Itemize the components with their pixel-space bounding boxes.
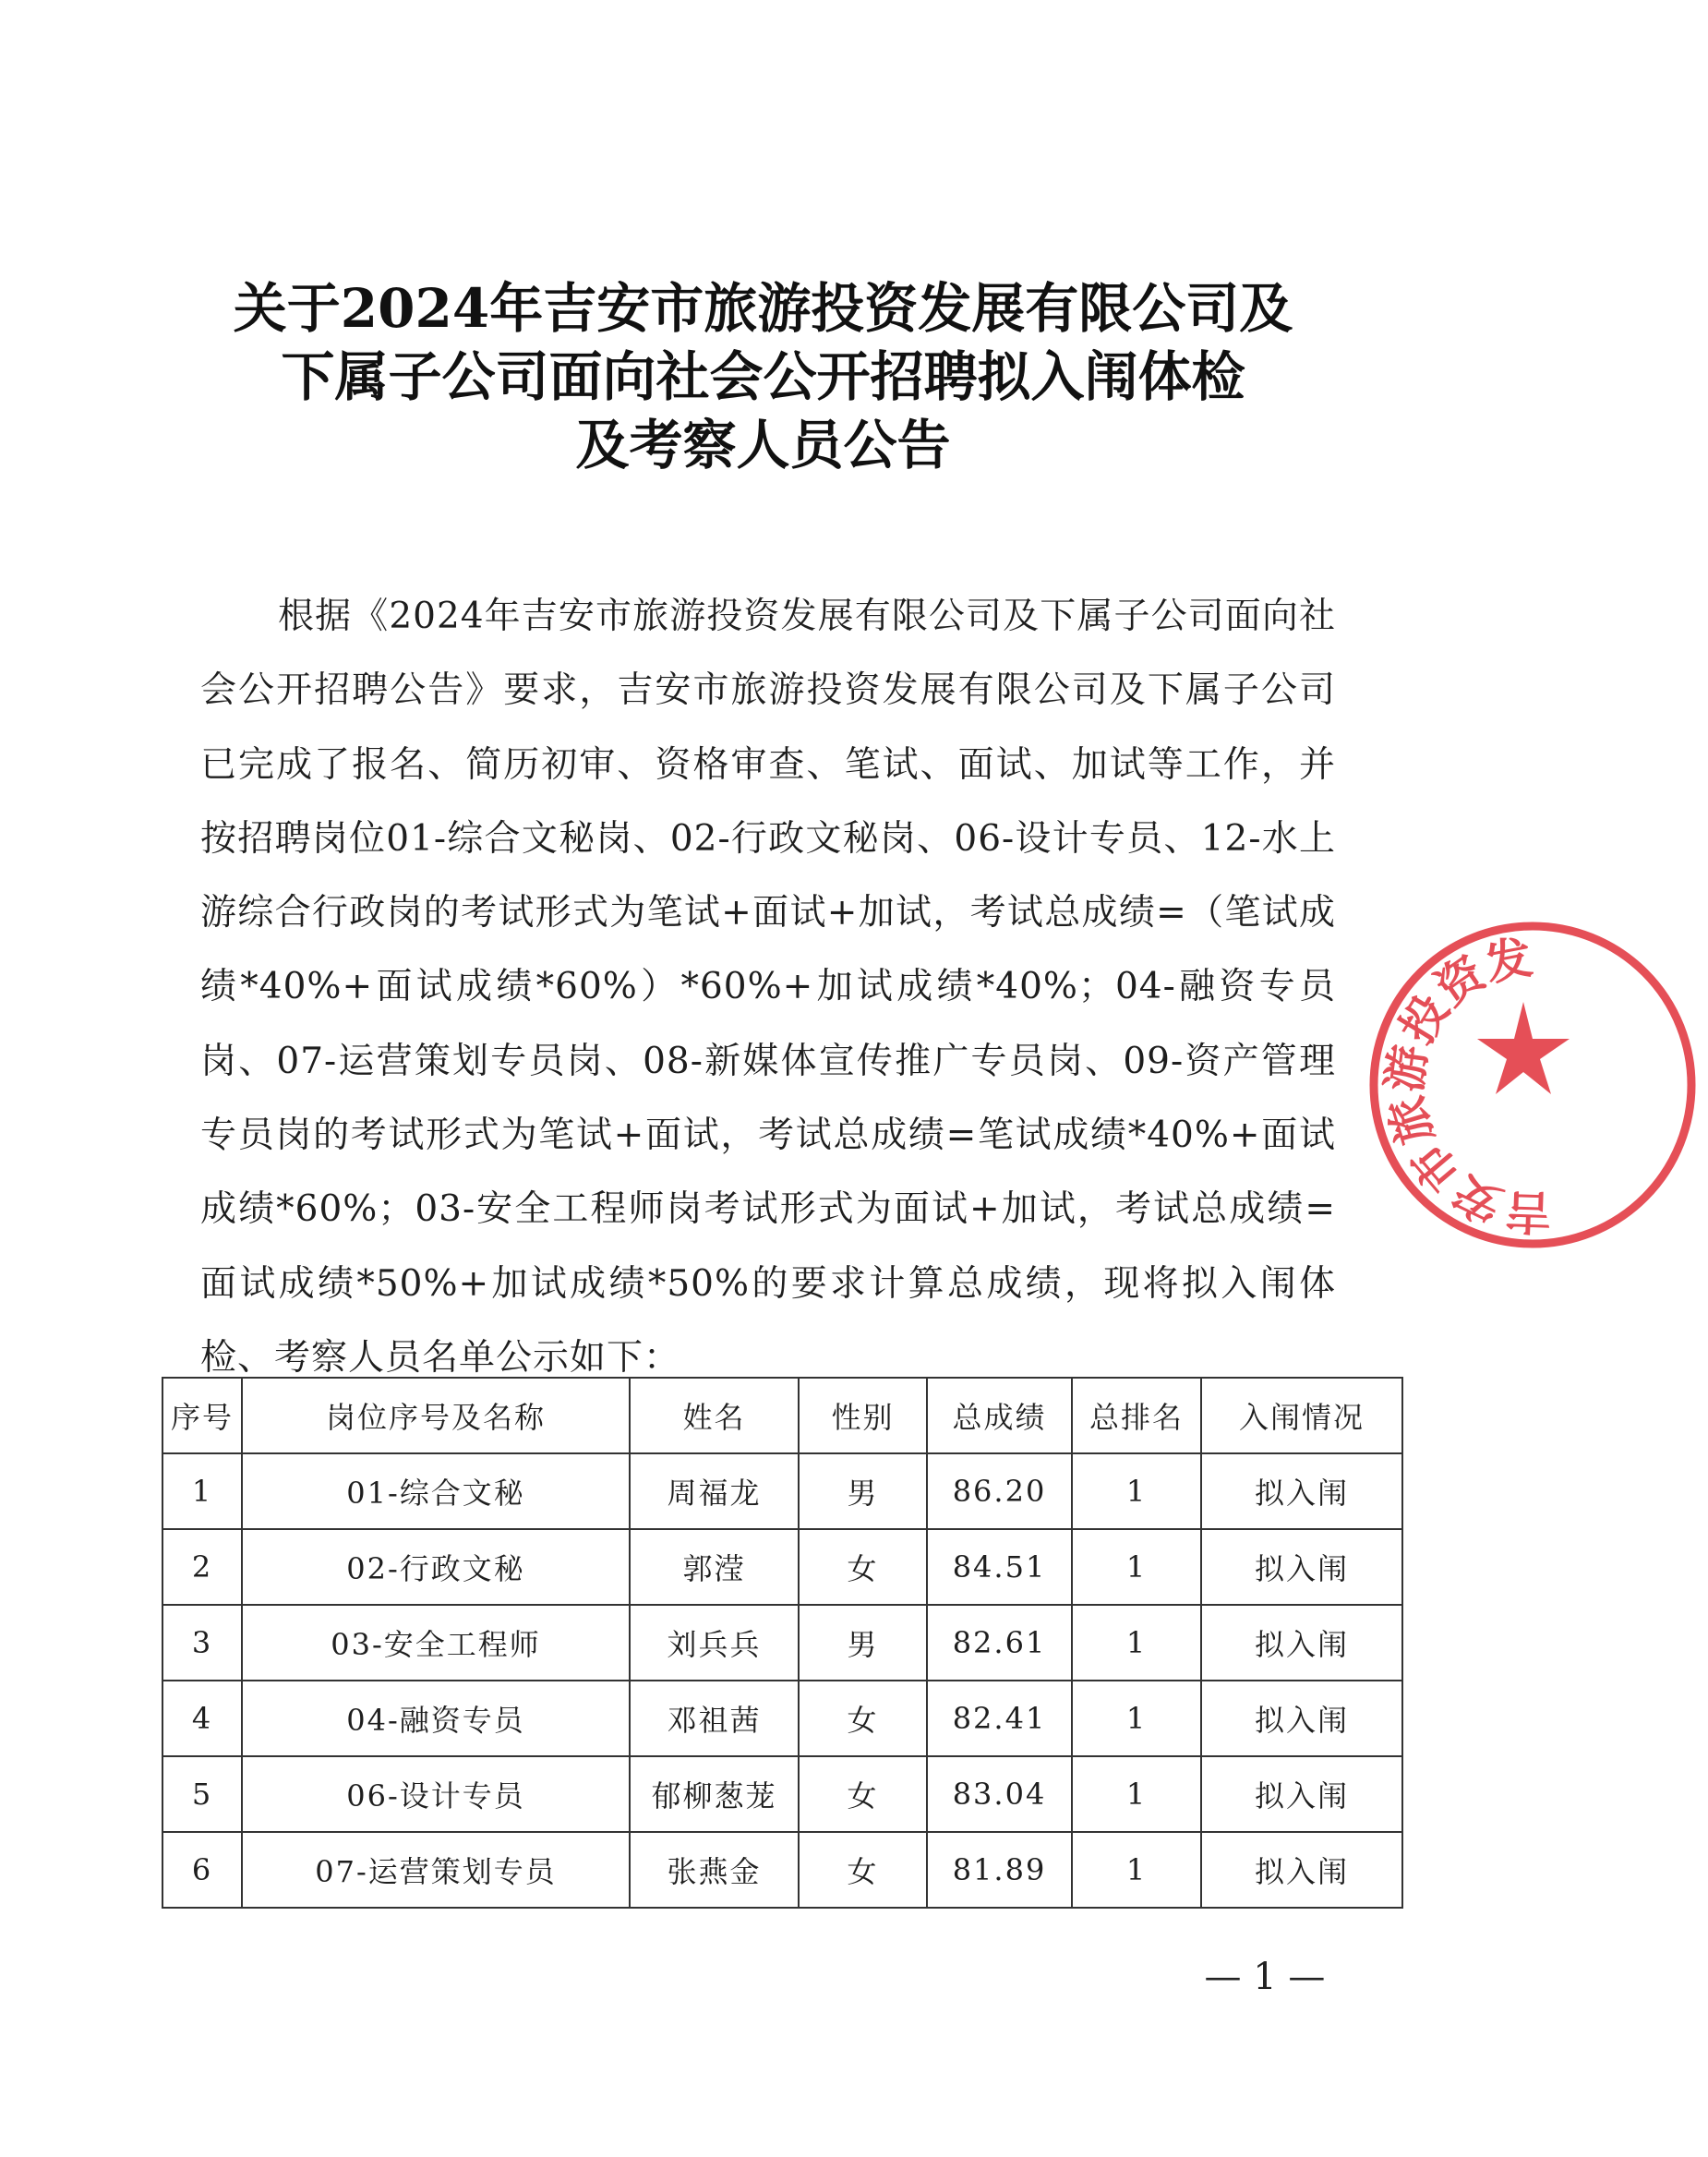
seal-text <box>1357 929 1588 1260</box>
cell-name: 刘兵兵 <box>630 1605 799 1681</box>
title-line-2: 下属子公司面向社会公开招聘拟入闱体检 <box>281 345 1245 408</box>
cell-gender: 男 <box>799 1605 927 1681</box>
cell-rank: 1 <box>1072 1832 1201 1908</box>
header-gender: 性别 <box>799 1378 927 1453</box>
table-row <box>162 1453 1402 1529</box>
title-line-3: 及考察人员公告 <box>575 414 951 476</box>
header-position: 岗位序号及名称 <box>242 1378 630 1453</box>
cell-rank: 1 <box>1072 1529 1201 1605</box>
header-total-score: 总成绩 <box>927 1378 1072 1453</box>
cell-status: 拟入闱 <box>1201 1681 1402 1756</box>
cell-gender: 女 <box>799 1832 927 1908</box>
cell-total-score: 86.20 <box>927 1453 1072 1529</box>
table-row <box>162 1756 1402 1832</box>
cell-position: 04-融资专员 <box>242 1681 630 1756</box>
cell-total-score: 81.89 <box>927 1832 1072 1908</box>
cell-position: 01-综合文秘 <box>242 1453 630 1529</box>
cell-total-score: 82.61 <box>927 1605 1072 1681</box>
cell-rank: 1 <box>1072 1605 1201 1681</box>
title-line-1: 关于2024年吉安市旅游投资发展有限公司及 <box>233 277 1293 340</box>
seal-star-icon <box>1477 1002 1570 1094</box>
cell-index: 2 <box>162 1529 242 1605</box>
document-title <box>0 274 1526 479</box>
announcement-body: 根据《2024年吉安市旅游投资发展有限公司及下属子公司面向社会公开招聘公告》要求，吉安市旅游投资发展有限公司及下属子公司已完成了报名、简历初审、资格审查、笔试、面试、加试等工作，并按招聘岗位01-综合文秘岗、02-行政文秘岗、06-设计专员、12-水上游综合行政岗的考试形式为笔试+面试+加试，考试总成绩=（笔试成绩*40%+面试成绩*60%）*60%+加试成绩*40%；04-融资专员岗、07-运营策划专员岗、08-新媒体宣传推广专员岗、09-资产管理专员岗的考试形式为笔试+面试，考试总成绩=笔试成绩*40%+面试成绩*60%；03-安全工程师岗考试形式为面试+加试，考试总成绩=面试成绩*50%+加试成绩*50%的要求计算总成绩，现将拟入闱体检、考察人员名单公示如下： <box>200 596 1336 1379</box>
company-seal <box>1357 910 1708 1260</box>
cell-total-score: 82.41 <box>927 1681 1072 1756</box>
cell-rank: 1 <box>1072 1756 1201 1832</box>
cell-position: 02-行政文秘 <box>242 1529 630 1605</box>
cell-total-score: 83.04 <box>927 1756 1072 1832</box>
cell-name: 郁柳葱茏 <box>630 1756 799 1832</box>
seal-text-path: 吉安市旅游投资发展 <box>1377 929 1553 1240</box>
header-status: 入闱情况 <box>1201 1378 1402 1453</box>
header-rank: 总排名 <box>1072 1378 1201 1453</box>
cell-gender: 女 <box>799 1681 927 1756</box>
cell-rank: 1 <box>1072 1681 1201 1756</box>
cell-position: 07-运营策划专员 <box>242 1832 630 1908</box>
cell-status: 拟入闱 <box>1201 1756 1402 1832</box>
cell-status: 拟入闱 <box>1201 1453 1402 1529</box>
table-row <box>162 1605 1402 1681</box>
cell-name: 张燕金 <box>630 1832 799 1908</box>
cell-total-score: 84.51 <box>927 1529 1072 1605</box>
cell-position: 06-设计专员 <box>242 1756 630 1832</box>
cell-gender: 女 <box>799 1756 927 1832</box>
cell-name: 郭滢 <box>630 1529 799 1605</box>
table-row <box>162 1832 1402 1908</box>
table-row <box>162 1681 1402 1756</box>
header-index: 序号 <box>162 1378 242 1453</box>
cell-name: 邓祖茜 <box>630 1681 799 1756</box>
cell-name: 周福龙 <box>630 1453 799 1529</box>
cell-index: 4 <box>162 1681 242 1756</box>
cell-position: 03-安全工程师 <box>242 1605 630 1681</box>
candidate-table <box>162 1377 1403 1909</box>
cell-index: 5 <box>162 1756 242 1832</box>
cell-gender: 女 <box>799 1529 927 1605</box>
cell-gender: 男 <box>799 1453 927 1529</box>
cell-index: 3 <box>162 1605 242 1681</box>
cell-index: 6 <box>162 1832 242 1908</box>
cell-status: 拟入闱 <box>1201 1605 1402 1681</box>
table-row <box>162 1529 1402 1605</box>
cell-rank: 1 <box>1072 1453 1201 1529</box>
page-number: — 1 — <box>1204 1956 1326 1998</box>
cell-index: 1 <box>162 1453 242 1529</box>
header-name: 姓名 <box>630 1378 799 1453</box>
cell-status: 拟入闱 <box>1201 1832 1402 1908</box>
cell-status: 拟入闱 <box>1201 1529 1402 1605</box>
table-header-row <box>162 1378 1402 1453</box>
